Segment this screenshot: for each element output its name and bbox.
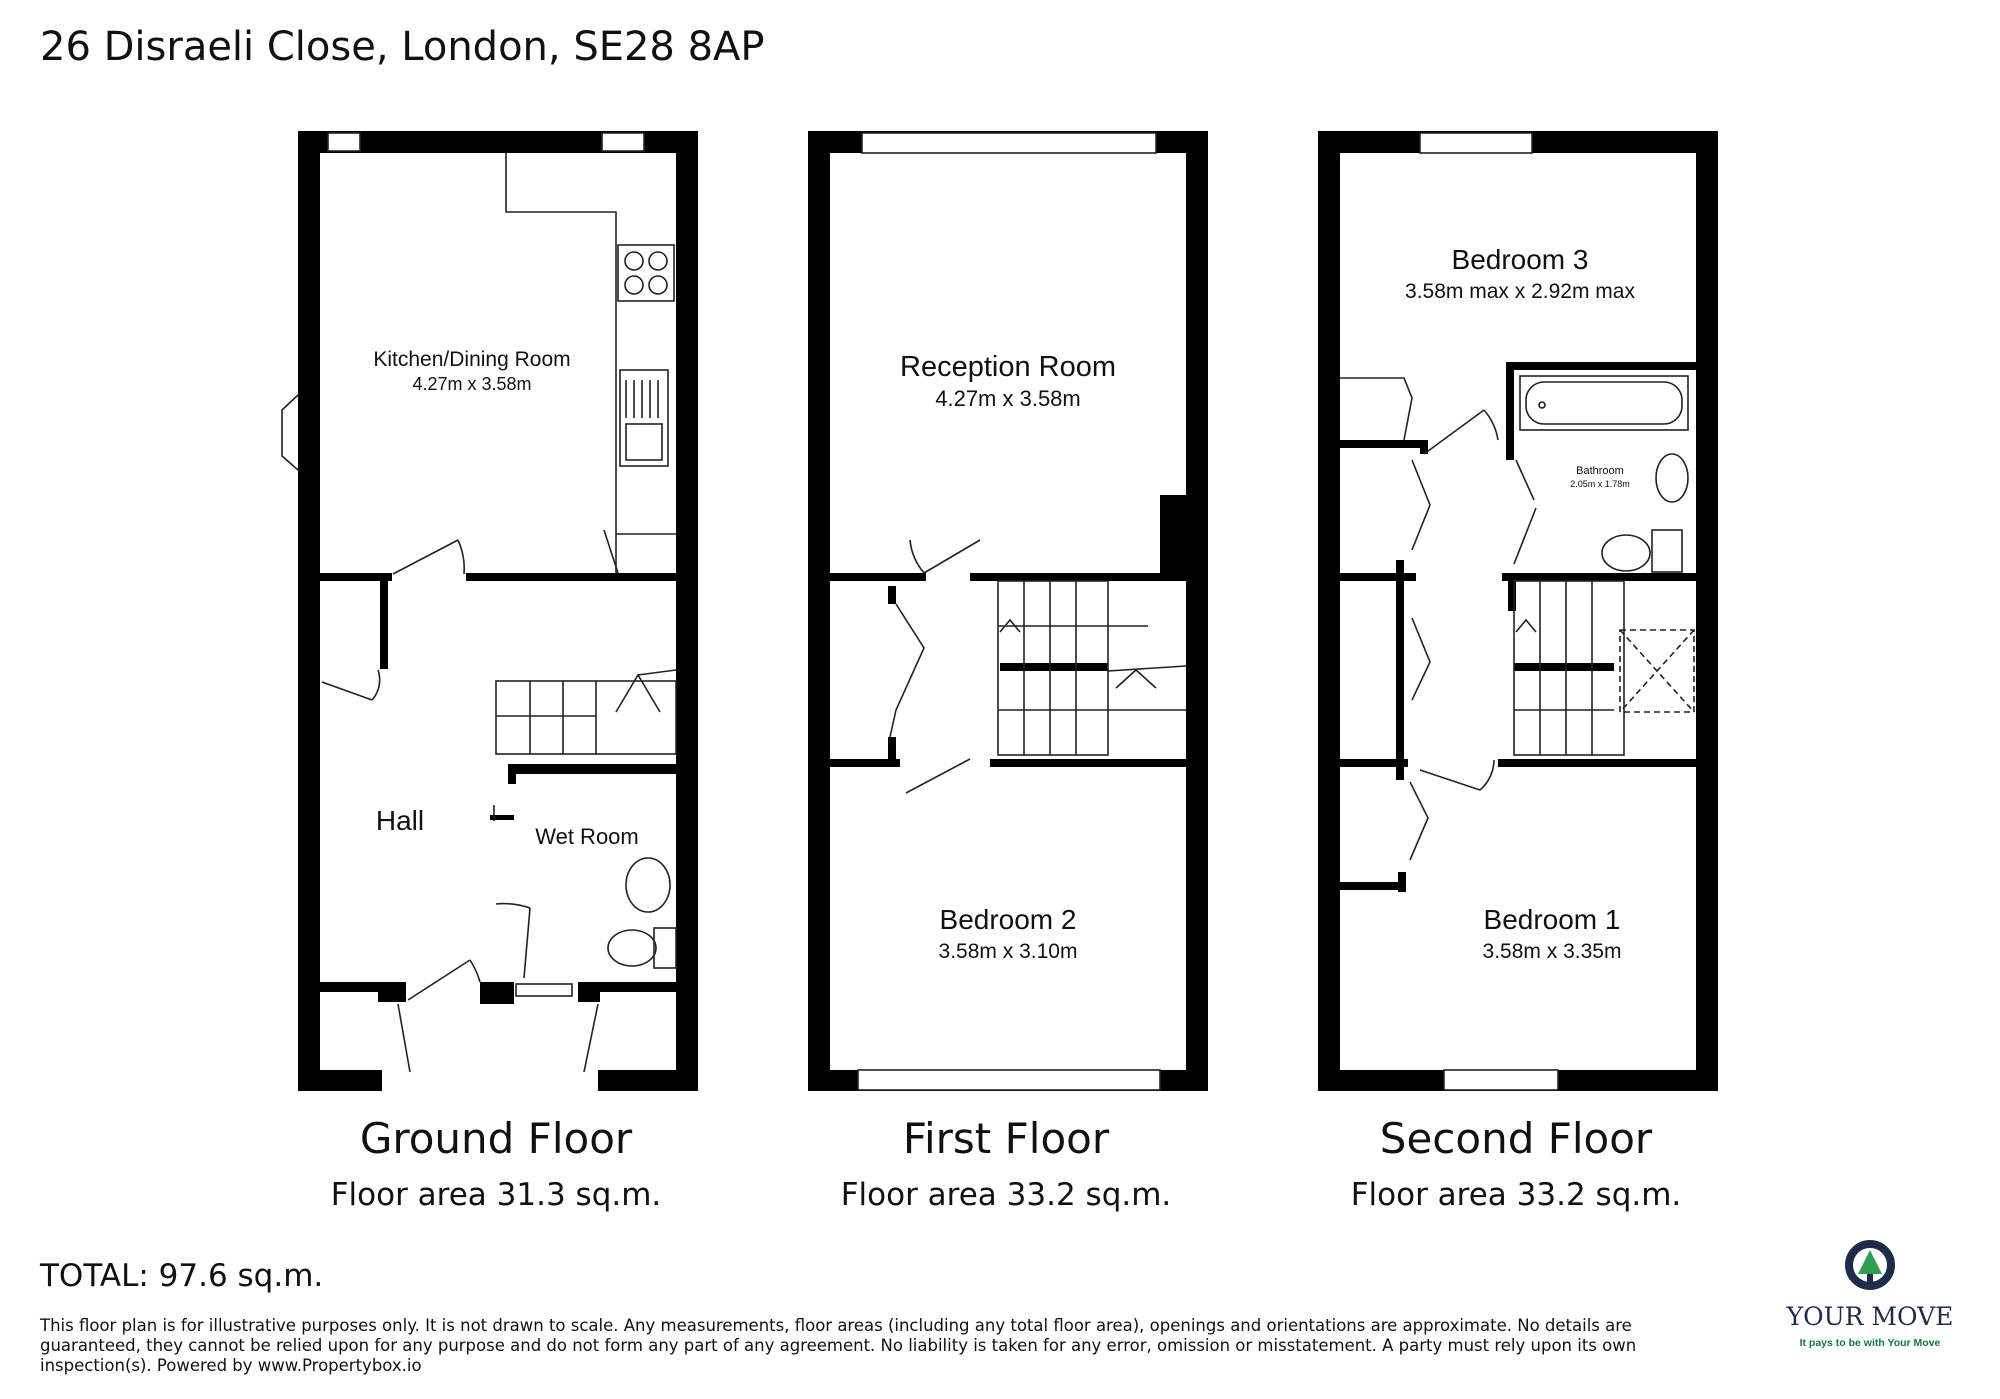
room-bedroom2-name: Bedroom 2 <box>939 904 1077 935</box>
floor-area: Floor area 31.3 sq.m. <box>330 1177 662 1213</box>
your-move-logo-icon <box>1840 1238 1900 1294</box>
room-kitchen-name: Kitchen/Dining Room <box>373 348 571 371</box>
ground-floor-fixtures <box>282 133 676 1072</box>
room-bedroom3-name: Bedroom 3 <box>1451 244 1589 275</box>
total-area: TOTAL: 97.6 sq.m. <box>40 1258 324 1294</box>
room-reception-dims: 4.27m x 3.58m <box>935 386 1081 411</box>
room-bedroom1-dims: 3.58m x 3.35m <box>1482 940 1622 963</box>
brand-logo <box>1770 1238 1970 1349</box>
brand-tagline: It pays to be with Your Move <box>1799 1337 1941 1349</box>
brand-name: YOUR MOVE <box>1786 1302 1954 1331</box>
room-wet-room-name: Wet Room <box>535 824 639 849</box>
room-kitchen-dims: 4.27m x 3.58m <box>412 374 532 394</box>
room-bedroom1-name: Bedroom 1 <box>1483 904 1621 935</box>
floor-title: Ground Floor <box>359 1114 633 1163</box>
room-bathroom-name: Bathroom <box>1576 465 1624 477</box>
room-bedroom3-dims: 3.58m max x 2.92m max <box>1405 280 1635 303</box>
floor-area: Floor area 33.2 sq.m. <box>840 1177 1172 1213</box>
disclaimer-text: This floor plan is for illustrative purposes only. It is not drawn to scale. Any measurements, floor areas (including any total floor area), openings and orientations are approximate. No details are guaranteed, they cannot be relied upon for any purpose and do not form any part of any agreement. No liability is taken for any error, omission or misstatement. A party must rely upon its own inspection(s). Powered by www.Propertybox.io <box>40 1316 1637 1375</box>
floor-title: First Floor <box>902 1114 1110 1163</box>
room-bedroom2-dims: 3.58m x 3.10m <box>938 940 1078 963</box>
property-address: 26 Disraeli Close, London, SE28 8AP <box>40 24 765 70</box>
floor-area: Floor area 33.2 sq.m. <box>1350 1177 1682 1213</box>
room-bathroom-dims: 2.05m x 1.78m <box>1570 479 1630 489</box>
floor-label-second <box>1256 1114 1776 1213</box>
room-reception-name: Reception Room <box>900 351 1116 383</box>
floor-label-ground <box>236 1114 756 1213</box>
ground-floor-plan <box>298 131 698 1091</box>
room-hall-name: Hall <box>375 805 425 836</box>
floor-title: Second Floor <box>1379 1114 1653 1163</box>
room-labels <box>373 244 1635 963</box>
floor-label-first <box>746 1114 1266 1213</box>
